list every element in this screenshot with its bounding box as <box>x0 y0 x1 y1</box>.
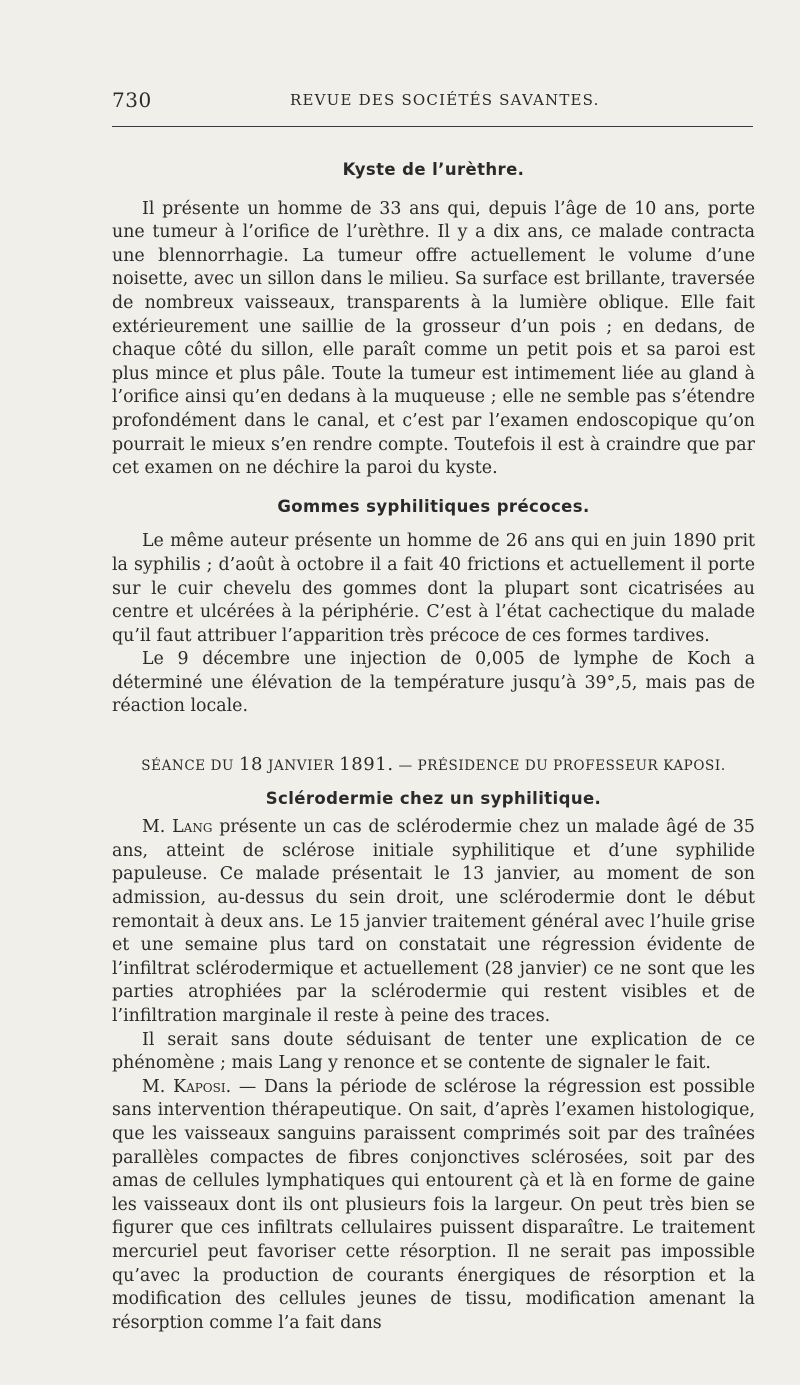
sclerodermie-paragraph-1-text: présente un cas de sclérodermie chez un malade âgé de 35 ans, atteint de sclérose initiale syphilitique et d’une syphilide papuleuse. Ce malade présentait le 13 janvier, au moment de son admission, au-dessus du sein droit, une sclérodermie dont le début remontait à deux ans. Le 15 janvier traitement général avec l’huile grise et une semaine plus tard on constatait une régression évidente de l’infiltrat sclérodermique et actuellement (28 janvier) ce ne sont que les parties atrophiées par la sclérodermie qui restent visibles et de l’infiltration marginale il reste à peine des traces. <box>112 817 755 1026</box>
page-number: 730 <box>112 88 152 112</box>
sclerodermie-paragraph-2: Il serait sans doute séduisant de tenter une explication de ce phénomène ; mais Lang y renonce et se contente de signaler le fait. <box>112 1029 755 1074</box>
sclerodermie-paragraph-3 <box>112 1076 755 1336</box>
gommes-paragraph-2: Le 9 décembre une injection de 0,005 de lymphe de Koch a déterminé une élévation de la température jusqu’à 39°,5, mais pas de réaction locale. <box>112 649 755 717</box>
section-title-sclerodermie: Sclérodermie chez un syphilitique. <box>265 788 602 808</box>
speaker-kaposi: M. Kaposi. <box>142 1076 232 1097</box>
kyste-paragraph: Il présente un homme de 33 ans qui, depuis l’âge de 10 ans, porte une tumeur à l’orifice de l’urèthre. Il y a dix ans, ce malade contracta une blennorrhagie. La tumeur offre actuellement le volume d’une noisette, avec un sillon dans le milieu. Sa surface est brillante, traversée de nombreux vaisseaux, transparents à la lumière oblique. Elle fait extérieurement une saillie de la grosseur d’un pois ; en dedans, de chaque côté du sillon, elle paraît comme un petit pois et sa paroi est plus mince et plus pâle. Toute la tumeur est intimement liée au gland à l’orifice ainsi qu’en dedans à la muqueuse ; elle ne semble pas s’étendre profondément dans le canal, et c’est par l’examen endoscopique qu’on pourrait le mieux s’en rendre compte. Toutefois il est à craindre que par cet examen on ne déchire la paroi du kyste. <box>112 198 755 479</box>
session-heading <box>112 753 755 779</box>
session-presidence: — PRÉSIDENCE DU PROFESSEUR KAPOSI. <box>398 758 726 775</box>
session-year: 1891. <box>339 754 394 776</box>
sclerodermie-paragraph-3-text: — Dans la période de sclérose la régression est possible sans intervention thérapeutique. On sait, d’après l’examen histologique, que les vaisseaux sanguins paraissent comprimés soit par des traînées parallèles compactes de fibres conjonctives sclérosées, soit par des amas de cellules lymphatiques qui entourent çà et là en forme de gaine les vaisseaux dont ils ont plusieurs fois la largeur. On peut très bien se figurer que ces infiltrats cellulaires puissent disparaître. Le traitement mercuriel peut favoriser cette résorption. Il ne serait pas impossible qu’avec la production de courants énergiques de résorption et la modification des cellules jeunes de tissu, modification amenant la résorption comme l’a fait dans <box>112 1076 756 1333</box>
section-title-kyste: Kyste de l’urèthre. <box>342 160 525 179</box>
running-title: REVUE DES SOCIÉTÉS SAVANTES. <box>290 91 600 109</box>
session-month: JANVIER <box>267 758 335 775</box>
speaker-lang: M. Lang <box>142 817 213 838</box>
session-day: 18 <box>238 754 264 776</box>
session-label: SÉANCE DU <box>141 758 235 775</box>
section-title-gommes: Gommes syphilitiques précoces. <box>277 496 590 516</box>
gommes-paragraph-1: Le même auteur présente un homme de 26 ans qui en juin 1890 prit la syphilis ; d’août à octobre il a fait 40 frictions et actuellement il porte sur le cuir chevelu des gommes dont la plupart sont cicatrisées au centre et ulcérées à la périphérie. C’est à l’état cachectique du malade qu’il faut attribuer l’apparition très précoce de ces formes tardives. <box>112 531 755 646</box>
sclerodermie-paragraph-1 <box>112 816 755 1028</box>
header-rule <box>112 126 753 127</box>
page-body <box>112 158 755 1335</box>
